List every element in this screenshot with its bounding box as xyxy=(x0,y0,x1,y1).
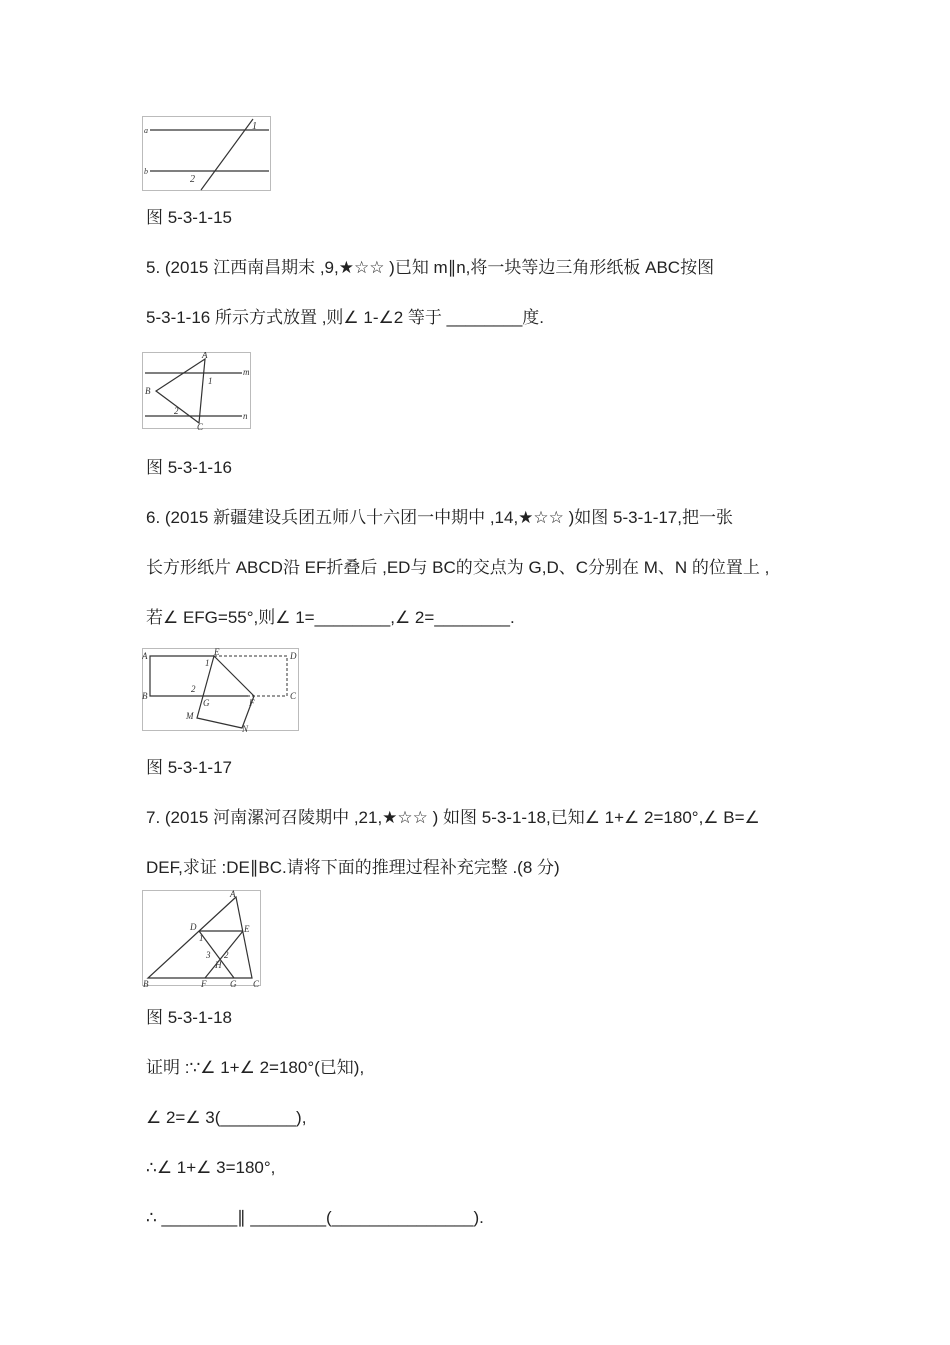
label-2: 2 xyxy=(190,174,195,185)
q6-line3: 若∠ EFG=55°,则∠ 1=________,∠ 2=________. xyxy=(146,608,515,627)
label-D: D xyxy=(290,651,297,661)
segment-dg xyxy=(199,931,234,978)
label-H: H xyxy=(215,960,222,970)
figure-5-3-1-17 xyxy=(142,648,302,734)
rectangle-dashed xyxy=(214,656,287,696)
label-2: 2 xyxy=(174,406,179,416)
caption-5-3-1-18: 图 5-3-1-18 xyxy=(146,1008,232,1027)
label-G: G xyxy=(230,979,237,989)
figure-5-3-1-16 xyxy=(142,352,254,432)
label-C: C xyxy=(290,691,297,701)
label-1: 1 xyxy=(199,933,204,943)
label-1: 1 xyxy=(205,658,210,668)
label-B: B xyxy=(142,691,148,701)
label-F: F xyxy=(249,698,255,708)
caption-5-3-1-15: 图 5-3-1-15 xyxy=(146,208,232,227)
figure-5-3-1-15 xyxy=(142,116,274,194)
proof-line1: 证明 :∵∠ 1+∠ 2=180°(已知), xyxy=(146,1058,365,1077)
caption-5-3-1-17: 图 5-3-1-17 xyxy=(146,758,232,777)
label-E: E xyxy=(244,924,250,934)
label-n: n xyxy=(243,411,248,421)
label-A: A xyxy=(230,890,236,899)
label-M: M xyxy=(186,711,194,721)
caption-5-3-1-16: 图 5-3-1-16 xyxy=(146,458,232,477)
q5-line2: 5-3-1-16 所示方式放置 ,则∠ 1-∠2 等于 ________度. xyxy=(146,308,545,327)
q7-line2: DEF,求证 :DE∥BC.请将下面的推理过程补充完整 .(8 分) xyxy=(146,858,560,877)
triangle-abc xyxy=(156,359,205,423)
proof-line4: ∴ ________∥ ________(_______________). xyxy=(146,1208,484,1227)
label-3: 3 xyxy=(206,950,211,960)
label-1: 1 xyxy=(208,376,213,386)
label-A: A xyxy=(202,352,208,360)
label-a: a xyxy=(144,126,148,135)
label-C: C xyxy=(253,979,260,989)
q5-line1: 5. (2015 江西南昌期末 ,9,★☆☆ )已知 m∥n,将一块等边三角形纸板 ABC按图 xyxy=(146,258,715,277)
figure-5-3-1-18 xyxy=(142,890,266,990)
label-B: B xyxy=(145,386,151,396)
label-C: C xyxy=(197,422,204,432)
label-2: 2 xyxy=(224,950,229,960)
label-B: B xyxy=(143,979,149,989)
label-2: 2 xyxy=(191,684,196,694)
q6-line1: 6. (2015 新疆建设兵团五师八十六团一中期中 ,14,★☆☆ )如图 5-3-1-17,把一张 xyxy=(146,508,733,527)
label-N: N xyxy=(242,724,249,734)
q6-line2: 长方形纸片 ABCD沿 EF折叠后 ,ED与 BC的交点为 G,D、C分别在 M、N 的位置上 , xyxy=(146,558,770,577)
label-E: E xyxy=(214,648,220,657)
proof-line3: ∴∠ 1+∠ 3=180°, xyxy=(146,1158,276,1177)
q7-line1: 7. (2015 河南漯河召陵期中 ,21,★☆☆ ) 如图 5-3-1-18,已知∠ 1+∠ 2=180°,∠ B=∠ xyxy=(146,808,760,827)
label-D: D xyxy=(190,922,197,932)
label-b: b xyxy=(144,167,148,176)
label-F: F xyxy=(201,979,207,989)
label-G: G xyxy=(203,698,210,708)
label-A: A xyxy=(142,651,148,661)
label-1: 1 xyxy=(252,121,257,132)
label-m: m xyxy=(243,367,250,377)
proof-line2: ∠ 2=∠ 3(________), xyxy=(146,1108,307,1127)
